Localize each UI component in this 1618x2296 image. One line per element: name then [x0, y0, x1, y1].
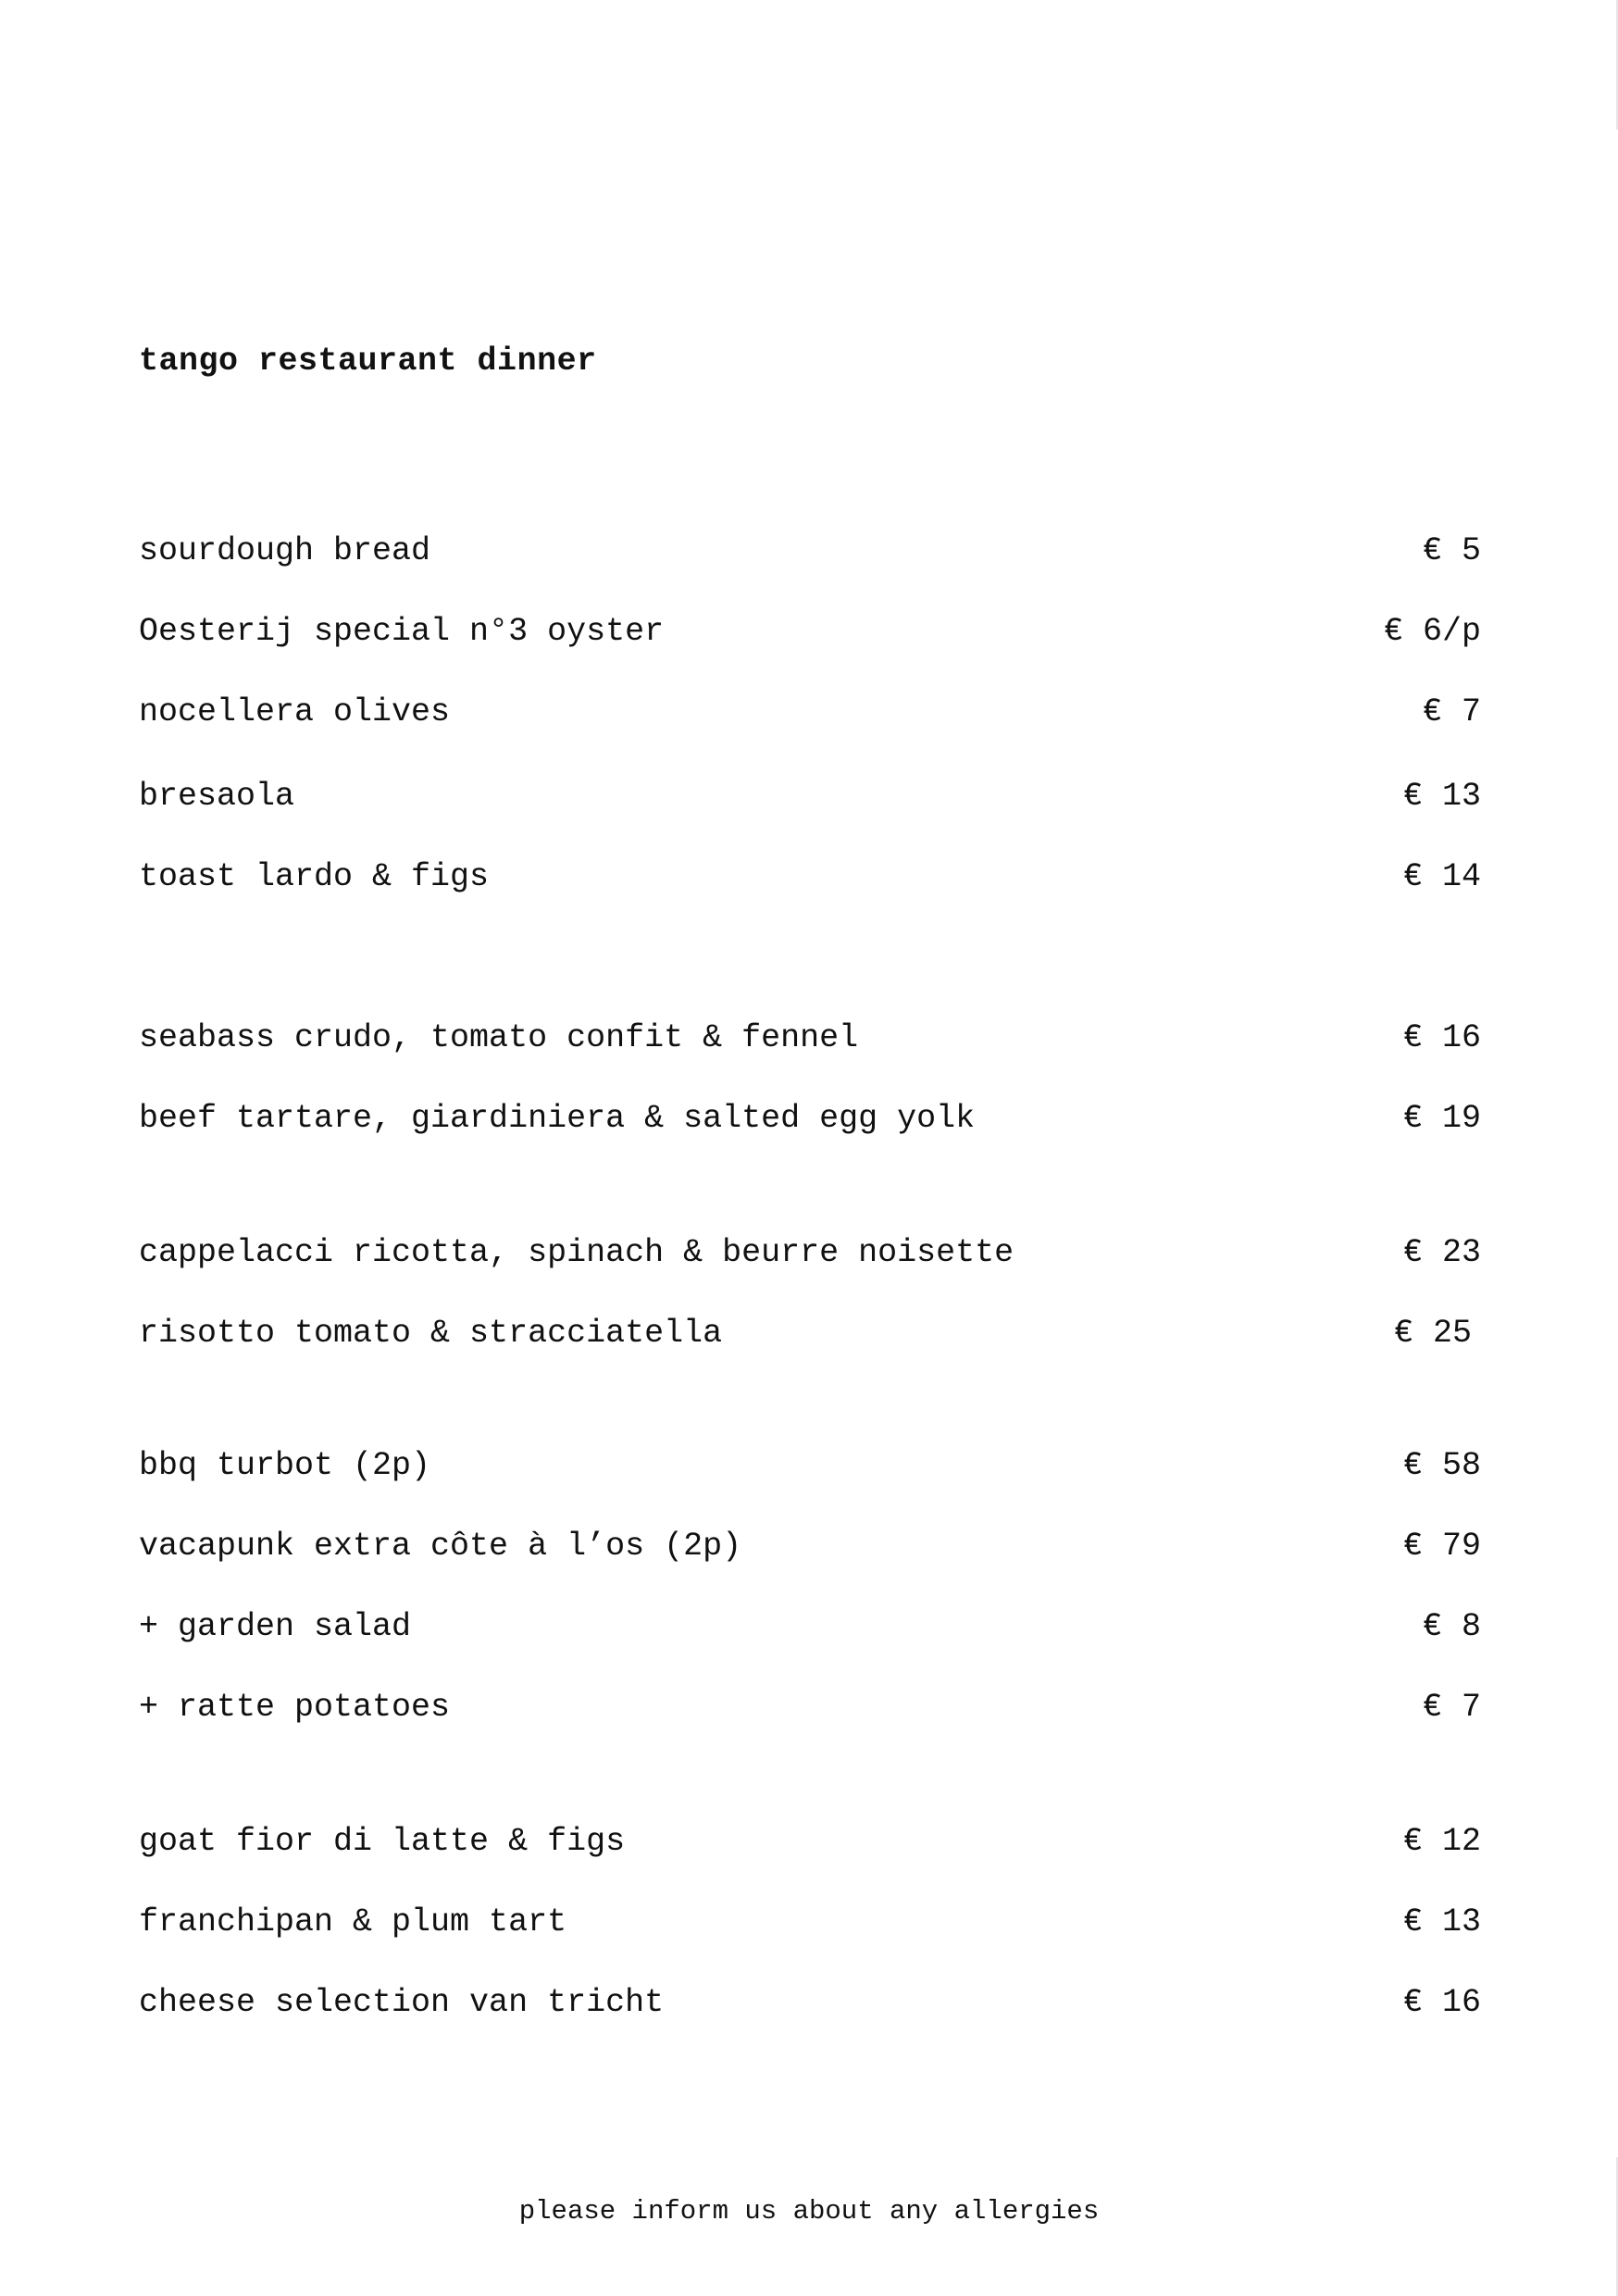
menu-title: tango restaurant dinner — [139, 343, 597, 380]
menu-item-name: beef tartare, giardiniera & salted egg yolk — [139, 1100, 976, 1137]
menu-item-name: bbq turbot (2p) — [139, 1447, 431, 1484]
menu-item — [139, 1445, 1481, 1486]
menu-item-name: nocellera olives — [139, 693, 451, 730]
menu-item-price: € 12 — [1402, 1823, 1481, 1860]
menu-item-name: risotto tomato & stracciatella — [139, 1315, 723, 1352]
menu-item — [139, 1687, 1481, 1728]
menu-item — [139, 1313, 1481, 1354]
menu-item-price: € 13 — [1402, 778, 1481, 815]
menu-item — [139, 1982, 1481, 2023]
menu-item-name: goat fior di latte & figs — [139, 1823, 626, 1860]
menu-item-price: € 19 — [1402, 1100, 1481, 1137]
menu-item-price: € 6/p — [1383, 613, 1481, 650]
menu-item-name: franchipan & plum tart — [139, 1903, 567, 1940]
menu-item-price: € 16 — [1402, 1019, 1481, 1056]
menu-item-name: sourdough bread — [139, 532, 431, 569]
menu-item — [139, 530, 1481, 571]
menu-item-name: cheese selection van tricht — [139, 1984, 665, 2021]
menu-item-name: + garden salad — [139, 1608, 412, 1645]
menu-item-price: € 25 — [1393, 1315, 1472, 1352]
menu-item — [139, 1821, 1481, 1862]
menu-item — [139, 1232, 1481, 1273]
menu-item — [139, 776, 1481, 817]
menu-item-price: € 23 — [1402, 1234, 1481, 1271]
menu-item-price: € 13 — [1402, 1903, 1481, 1940]
menu-item-name: vacapunk extra côte à l’os (2p) — [139, 1528, 742, 1565]
allergy-notice: please inform us about any allergies — [518, 2196, 1100, 2227]
menu-item — [139, 856, 1481, 897]
menu-item-price: € 58 — [1402, 1447, 1481, 1484]
menu-item-name: + ratte potatoes — [139, 1689, 451, 1726]
menu-item-name: bresaola — [139, 778, 295, 815]
menu-item — [139, 1098, 1481, 1139]
menu-item — [139, 692, 1481, 732]
menu-item — [139, 1526, 1481, 1566]
menu-item-price: € 7 — [1422, 693, 1481, 730]
menu-item-price: € 8 — [1422, 1608, 1481, 1645]
menu-item-price: € 14 — [1402, 858, 1481, 895]
menu-item — [139, 1017, 1481, 1058]
menu-item-price: € 5 — [1422, 532, 1481, 569]
menu-item-price: € 79 — [1402, 1528, 1481, 1565]
menu-item — [139, 1606, 1481, 1647]
menu-item — [139, 611, 1481, 652]
menu-item-price: € 16 — [1402, 1984, 1481, 2021]
menu-item-price: € 7 — [1422, 1689, 1481, 1726]
menu-item-name: toast lardo & figs — [139, 858, 490, 895]
menu-item-name: cappelacci ricotta, spinach & beurre noisette — [139, 1234, 1014, 1271]
menu-item-name: Oesterij special n°3 oyster — [139, 613, 665, 650]
menu-item-name: seabass crudo, tomato confit & fennel — [139, 1019, 859, 1056]
menu-item — [139, 1902, 1481, 1942]
